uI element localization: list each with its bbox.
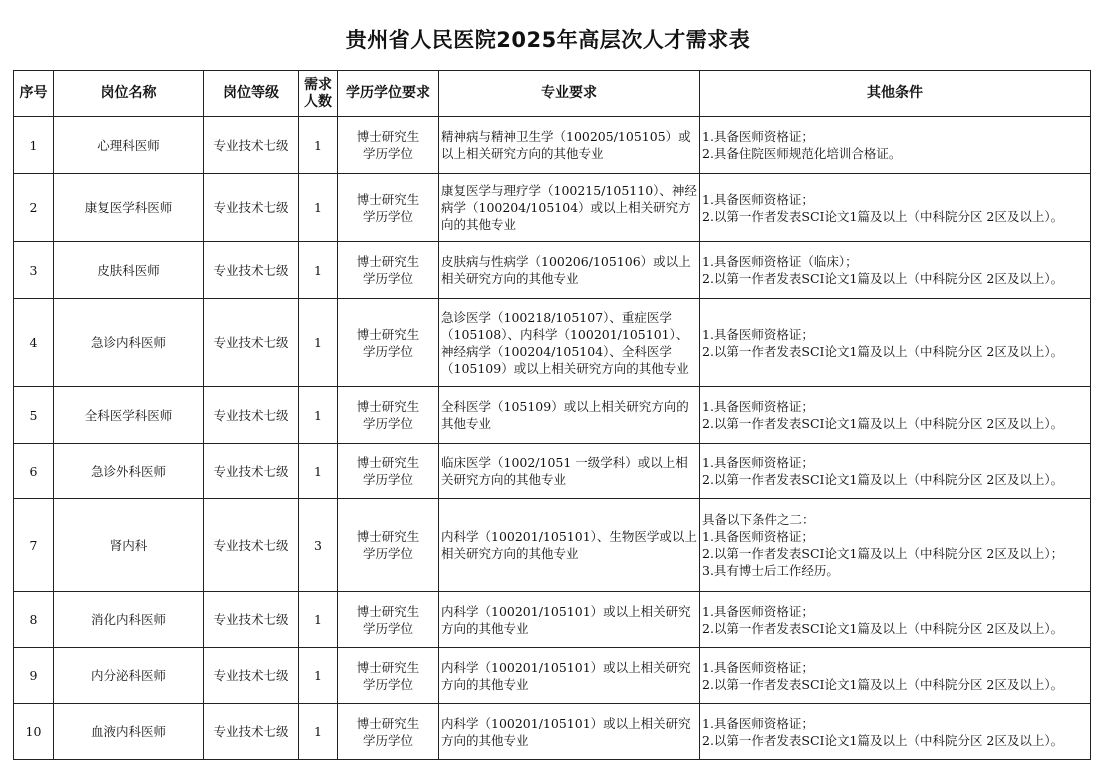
row-index: 4 <box>14 299 54 387</box>
row-count: 1 <box>299 444 338 499</box>
row-education <box>338 499 439 592</box>
row-count: 1 <box>299 299 338 387</box>
row-other <box>700 499 1091 592</box>
row-index: 1 <box>14 117 54 174</box>
header-major: 专业要求 <box>439 71 700 117</box>
row-education-line2: 学历学位 <box>362 620 413 636</box>
row-education <box>338 387 439 444</box>
header-education: 学历学位要求 <box>338 71 439 117</box>
row-position: 急诊外科医师 <box>54 444 204 499</box>
row-education-line2: 学历学位 <box>362 208 413 224</box>
row-level: 专业技术七级 <box>204 444 299 499</box>
row-other-line2: 2.以第一作者发表SCI论文1篇及以上（中科院分区 2区及以上）。 <box>702 208 1064 224</box>
row-education <box>338 242 439 299</box>
table-row <box>14 592 1091 648</box>
row-level: 专业技术七级 <box>204 174 299 242</box>
row-other-line1: 1.具备医师资格证； <box>702 715 814 731</box>
row-count: 1 <box>299 704 338 760</box>
row-index: 8 <box>14 592 54 648</box>
row-other-line1: 1.具备医师资格证； <box>702 129 814 144</box>
row-index: 9 <box>14 648 54 704</box>
row-count: 1 <box>299 117 338 174</box>
header-index: 序号 <box>14 71 54 117</box>
row-other-line1: 1.具备医师资格证； <box>702 529 814 544</box>
row-index: 5 <box>14 387 54 444</box>
row-other-line2: 2.具备住院医师规范化培训合格证。 <box>702 146 902 161</box>
row-education-line1: 博士研究生 <box>356 659 420 675</box>
header-other: 其他条件 <box>700 71 1091 117</box>
row-index: 2 <box>14 174 54 242</box>
header-count-line2: 人数 <box>304 93 332 110</box>
header-row <box>14 71 1091 117</box>
row-other-line2: 2.以第一作者发表SCI论文1篇及以上（中科院分区 2区及以上）。 <box>702 620 1064 636</box>
row-position: 肾内科 <box>54 499 204 592</box>
row-education-line1: 博士研究生 <box>356 129 420 144</box>
row-major: 康复医学与理疗学（100215/105110）、神经病学（100204/105104）或以上相关研究方向的其他专业 <box>439 174 700 242</box>
row-other-line2: 2.以第一作者发表SCI论文1篇及以上（中科院分区 2区及以上）。 <box>702 271 1064 286</box>
row-education-line2: 学历学位 <box>362 472 413 487</box>
row-level: 专业技术七级 <box>204 648 299 704</box>
row-other-line2: 2.以第一作者发表SCI论文1篇及以上（中科院分区 2区及以上）； <box>702 546 1064 561</box>
row-other <box>700 117 1091 174</box>
row-level: 专业技术七级 <box>204 499 299 592</box>
row-major: 内科学（100201/105101）或以上相关研究方向的其他专业 <box>439 648 700 704</box>
header-count-line1: 需求 <box>304 76 332 93</box>
row-education <box>338 444 439 499</box>
row-level: 专业技术七级 <box>204 704 299 760</box>
row-index: 10 <box>14 704 54 760</box>
row-other <box>700 174 1091 242</box>
row-education <box>338 648 439 704</box>
table-row <box>14 299 1091 387</box>
talent-demand-table <box>13 70 1091 760</box>
row-index: 3 <box>14 242 54 299</box>
row-index: 6 <box>14 444 54 499</box>
row-major: 内科学（100201/105101）、生物医学或以上相关研究方向的其他专业 <box>439 499 700 592</box>
row-level: 专业技术七级 <box>204 117 299 174</box>
row-other-line1: 1.具备医师资格证； <box>702 191 814 207</box>
row-major: 皮肤病与性病学（100206/105106）或以上相关研究方向的其他专业 <box>439 242 700 299</box>
row-education-line1: 博士研究生 <box>356 326 420 342</box>
row-level: 专业技术七级 <box>204 387 299 444</box>
row-position: 消化内科医师 <box>54 592 204 648</box>
row-other-line1: 1.具备医师资格证； <box>702 659 814 675</box>
row-level: 专业技术七级 <box>204 299 299 387</box>
table-row <box>14 704 1091 760</box>
row-other <box>700 704 1091 760</box>
row-other <box>700 444 1091 499</box>
row-other-line2: 2.以第一作者发表SCI论文1篇及以上（中科院分区 2区及以上）。 <box>702 343 1064 359</box>
row-education-line2: 学历学位 <box>362 546 413 561</box>
row-major: 内科学（100201/105101）或以上相关研究方向的其他专业 <box>439 592 700 648</box>
row-other-line3: 3.具有博士后工作经历。 <box>702 563 839 578</box>
row-major: 内科学（100201/105101）或以上相关研究方向的其他专业 <box>439 704 700 760</box>
row-level: 专业技术七级 <box>204 592 299 648</box>
row-education-line2: 学历学位 <box>362 271 413 286</box>
row-other-line1: 1.具备医师资格证（临床）； <box>702 254 858 269</box>
row-education-line1: 博士研究生 <box>356 399 420 414</box>
table-row <box>14 499 1091 592</box>
header-level: 岗位等级 <box>204 71 299 117</box>
row-education-line1: 博士研究生 <box>356 455 420 470</box>
row-education-line1: 博士研究生 <box>356 254 420 269</box>
row-other-line1: 1.具备医师资格证； <box>702 399 814 414</box>
table-row <box>14 117 1091 174</box>
row-other-line2: 2.以第一作者发表SCI论文1篇及以上（中科院分区 2区及以上）。 <box>702 472 1064 487</box>
row-major: 精神病与精神卫生学（100205/105105）或以上相关研究方向的其他专业 <box>439 117 700 174</box>
row-position: 康复医学科医师 <box>54 174 204 242</box>
row-other-line2: 2.以第一作者发表SCI论文1篇及以上（中科院分区 2区及以上）。 <box>702 732 1064 748</box>
page-title: 贵州省人民医院2025年高层次人才需求表 <box>345 28 751 52</box>
row-other <box>700 648 1091 704</box>
row-other <box>700 299 1091 387</box>
row-other-line1: 1.具备医师资格证； <box>702 326 814 342</box>
row-education <box>338 299 439 387</box>
row-other <box>700 387 1091 444</box>
row-count: 1 <box>299 648 338 704</box>
row-education-line2: 学历学位 <box>362 676 413 692</box>
table-row <box>14 242 1091 299</box>
row-other <box>700 242 1091 299</box>
row-other-line2: 2.以第一作者发表SCI论文1篇及以上（中科院分区 2区及以上）。 <box>702 676 1064 692</box>
row-position: 血液内科医师 <box>54 704 204 760</box>
table-row <box>14 648 1091 704</box>
table-row <box>14 444 1091 499</box>
row-education <box>338 704 439 760</box>
row-position: 全科医学科医师 <box>54 387 204 444</box>
row-index: 7 <box>14 499 54 592</box>
row-education-line2: 学历学位 <box>362 416 413 431</box>
row-count: 1 <box>299 387 338 444</box>
row-position: 急诊内科医师 <box>54 299 204 387</box>
row-position: 心理科医师 <box>54 117 204 174</box>
row-major: 全科医学（105109）或以上相关研究方向的其他专业 <box>439 387 700 444</box>
row-other-line1: 1.具备医师资格证； <box>702 603 814 619</box>
row-education <box>338 592 439 648</box>
row-major: 急诊医学（100218/105107）、重症医学（105108）、内科学（100201/105101）、神经病学（100204/105104）、全科医学（105109）或以上相关研究方向的其他专业 <box>439 299 700 387</box>
row-count: 3 <box>299 499 338 592</box>
row-position: 内分泌科医师 <box>54 648 204 704</box>
table-row <box>14 174 1091 242</box>
row-education-line2: 学历学位 <box>362 732 413 748</box>
row-education-line1: 博士研究生 <box>356 715 420 731</box>
row-major: 临床医学（1002/1051 一级学科）或以上相关研究方向的其他专业 <box>439 444 700 499</box>
header-count <box>299 71 338 117</box>
row-position: 皮肤科医师 <box>54 242 204 299</box>
row-education <box>338 174 439 242</box>
row-education-line1: 博士研究生 <box>356 529 420 544</box>
row-education-line2: 学历学位 <box>362 343 413 359</box>
table-row <box>14 387 1091 444</box>
row-other-line1: 1.具备医师资格证； <box>702 455 814 470</box>
row-other-line2: 2.以第一作者发表SCI论文1篇及以上（中科院分区 2区及以上）。 <box>702 416 1064 431</box>
row-count: 1 <box>299 242 338 299</box>
row-education <box>338 117 439 174</box>
row-count: 1 <box>299 592 338 648</box>
row-other <box>700 592 1091 648</box>
row-count: 1 <box>299 174 338 242</box>
row-education-line1: 博士研究生 <box>356 603 420 619</box>
row-education-line1: 博士研究生 <box>356 191 420 207</box>
row-other-intro: 具备以下条件之二： <box>702 512 815 527</box>
row-level: 专业技术七级 <box>204 242 299 299</box>
header-position: 岗位名称 <box>54 71 204 117</box>
row-education-line2: 学历学位 <box>362 146 413 161</box>
